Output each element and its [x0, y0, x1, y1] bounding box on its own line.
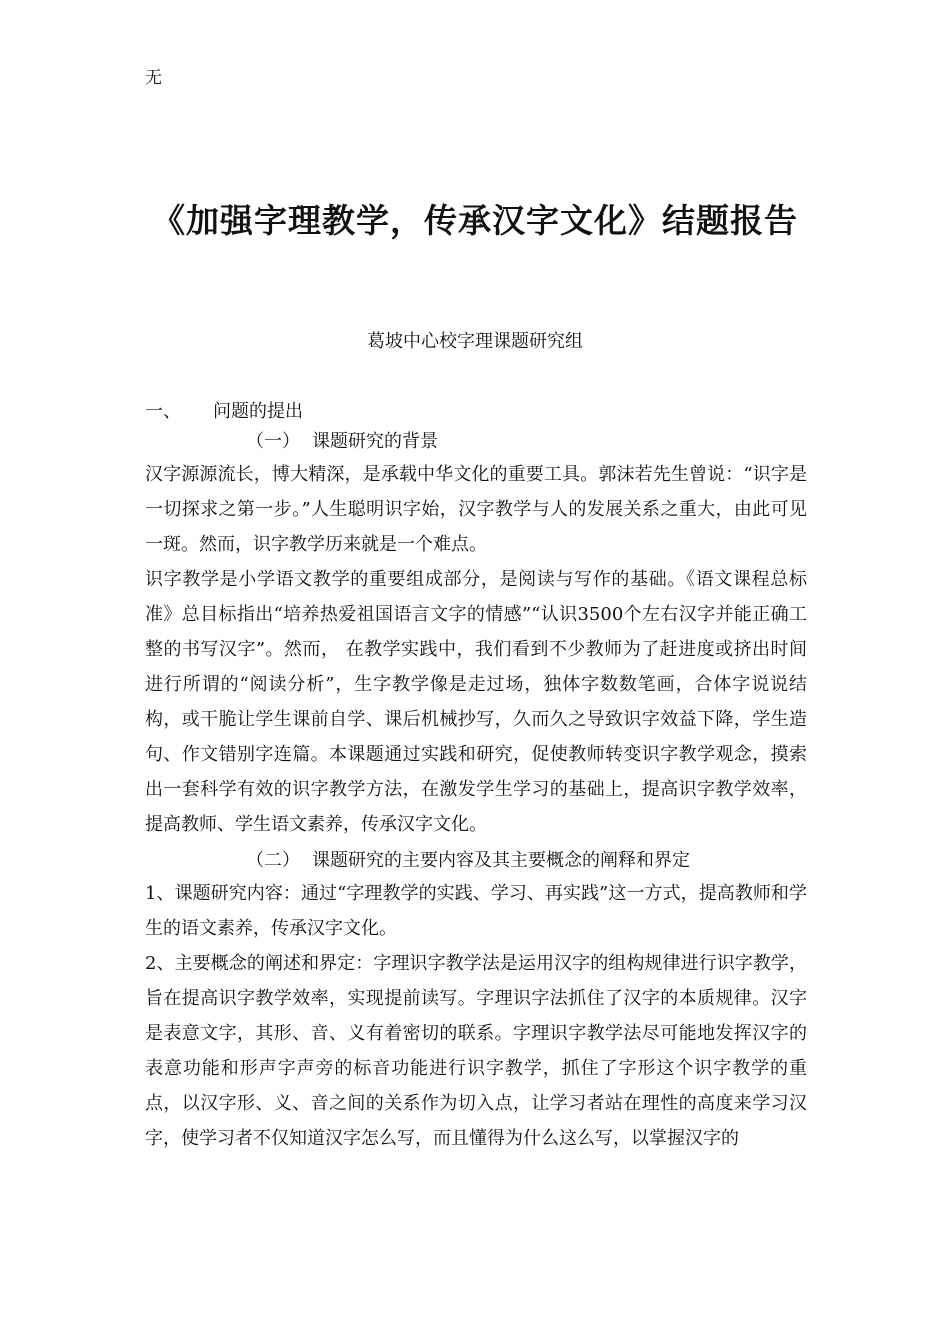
paragraph-background-2: 识字教学是小学语文教学的重要组成部分，是阅读与写作的基础。《语文课程总标准》总目标指出“培养热爱祖国语言文字的情感”“认识3500个左右汉字并能正确工整的书写汉字”。然而， 在教学实践中，我们看到不少教师为了赶进度或挤出时间进行所谓的“阅读分析”，生字教学像是走过场，独体字数数笔画，合体字说说结构，或干脆让学生课前自学、课后机械抄写，久而久之导致识字效益下降，学生造句、作文错别字连篇。本课题通过实践和研究，促使教师转变识字教学观念，摸索出一套科学有效的识字教学方法，在激发学生学习的基础上，提高识字教学效率，提高教师、学生语文素养，传承汉字文化。 [145, 569, 807, 835]
subsection-title: 课题研究的主要内容及其主要概念的阐释和界定 [312, 850, 690, 871]
paragraph-content-2: 2、主要概念的阐述和界定：字理识字教学法是运用汉字的组构规律进行识字教学，旨在提高识字教学效率，实现提前读写。字理识字法抓住了汉字的本质规律。汉字是表意文字，其形、音、义有着密切的联系。字理识字教学法尽可能地发挥汉字的表意功能和形声字声旁的标音功能进行识字教学，抓住了字形这个识字教学的重点，以汉字形、义、音之间的关系作为切入点，让学习者站在理性的高度来学习汉字，使学习者不仅知道汉字怎么写，而且懂得为什么这么写，以掌握汉字的 [145, 953, 807, 1149]
subsection-heading-2 [145, 846, 807, 876]
subsection-number: （二） [246, 850, 300, 871]
subsection-heading-1 [145, 427, 807, 457]
document-title: 《加强字理教学，传承汉字文化》结题报告 [152, 201, 798, 240]
document-body [145, 397, 807, 1156]
page-header: 无 [145, 68, 162, 88]
section-title: 问题的提出 [213, 401, 303, 422]
section-heading-1 [145, 397, 807, 427]
paragraph-background-1: 汉字源源流长，博大精深，是承载中华文化的重要工具。郭沫若先生曾说：“识字是一切探求之第一步。”人生聪明识字始，汉字教学与人的发展关系之重大，由此可见一斑。然而，识字教学历来就是一个难点。 [145, 464, 807, 555]
section-number: 一、 [145, 401, 181, 422]
subsection-title: 课题研究的背景 [312, 431, 438, 452]
document-author: 葛坡中心校字理课题研究组 [367, 331, 583, 352]
subsection-number: （一） [246, 431, 300, 452]
paragraph-content-1: 1、课题研究内容：通过“字理教学的实践、学习、再实践”这一方式，提高教师和学生的语文素养，传承汉字文化。 [145, 883, 807, 939]
